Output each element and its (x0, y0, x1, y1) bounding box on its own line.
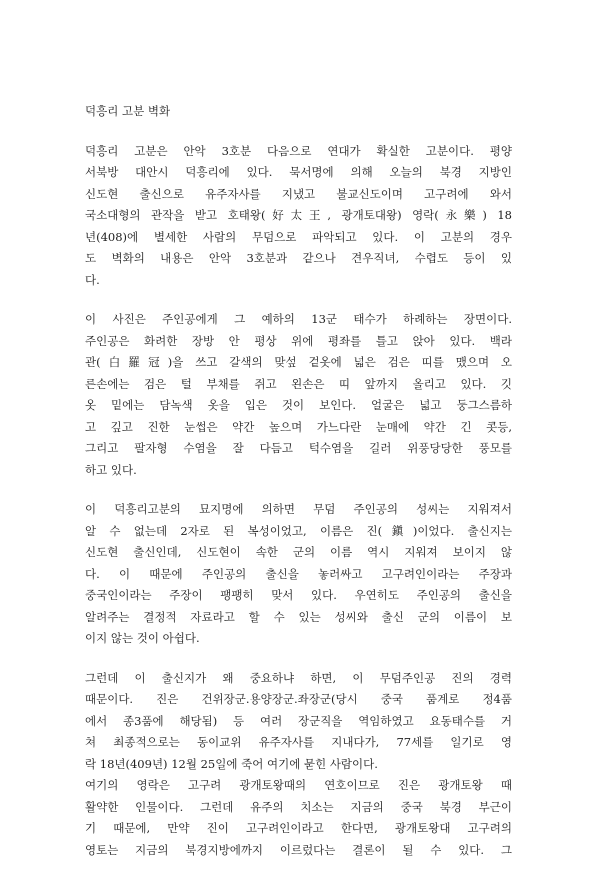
text-line: 이 덕흥리고분의 묘지명에 의하면 무덤 주인공의 성씨는 지워져서 (85, 502, 512, 516)
text-line: 덕흥리 고분은 안악 3호분 다음으로 연대가 확실한 고분이다. 평양 (85, 143, 512, 158)
text-line: 이 사진은 주인공에게 그 예하의 13군 태수가 하례하는 장면이다. (85, 312, 512, 326)
text-line: 른손에는 검은 털 부채를 쥐고 왼손은 띠 앞까지 올리고 있다. 깃 (85, 376, 512, 391)
text-line: 관(白羅冠)을 쓰고 갈색의 맞섶 겉옷에 넓은 검은 띠를 맸으며 오 (85, 355, 512, 369)
text-line: 서북방 대안시 덕흥리에 있다. 묵서명에 의해 오늘의 북경 지방인 (85, 165, 512, 179)
paragraph-5 (85, 775, 512, 861)
text-line: 국소대형의 관작을 받고 호태왕(好太王, 광개토대왕) 영락(永樂) 18 (85, 208, 512, 222)
text-line: 주인공은 화려한 장방 안 평상 위에 평좌를 틀고 앉아 있다. 백라 (85, 333, 512, 348)
text-line: 옷 밑에는 담녹색 옷을 입은 것이 보인다. 얼굴은 넓고 둥그스름하 (85, 398, 512, 412)
text-line: 신도현 출신으로 유주자사를 지냈고 불교신도이며 고구려에 와서 (85, 186, 512, 201)
text-line: 다. (85, 272, 100, 287)
text-line: 여기의 영락은 고구려 광개토왕때의 연호이므로 진은 광개토왕 때 (85, 778, 512, 792)
document-body (85, 101, 512, 879)
text-line: 기 때문에, 만약 진이 고구려인이라고 한다면, 광개토왕대 고구려의 (85, 821, 512, 835)
text-line: 하고 있다. (85, 462, 137, 477)
text-line: 알려주는 결정적 자료라고 할 수 있는 성씨와 출신 군의 이름이 보 (85, 609, 512, 624)
text-line: 다. 이 때문에 주인공의 출신을 놓러싸고 고구려인이라는 주장과 (85, 566, 512, 581)
text-line: 이지 않는 것이 아쉽다. (85, 631, 200, 645)
text-line: 알 수 없는데 2자로 된 복성이었고, 이름은 진(鎭)이었다. 출신지는 (85, 523, 512, 538)
text-line: 락 18년(409년) 12월 25일에 죽어 여기에 묻힌 사람이다. (85, 756, 378, 771)
text-line: 영토는 지금의 북경지방에까지 이르렀다는 결론이 될 수 있다. 그 (85, 842, 512, 857)
text-line: 쳐 최종적으로는 동이교위 유주자사를 지내다가, 77세를 일기로 영 (85, 735, 512, 749)
text-line: 중국인이라는 주장이 팽팽히 맞서 있다. 우연히도 주인공의 출신을 (85, 588, 512, 602)
text-line: 년(408)에 별세한 사람의 무덤으로 파악되고 있다. 이 고분의 경우 (85, 229, 512, 244)
paragraph-2 (85, 309, 512, 481)
text-line: 그리고 팔자형 수염을 잘 다듬고 턱수염을 길러 위풍당당한 풍모를 (85, 441, 512, 455)
paragraph-1 (85, 141, 512, 292)
text-line: 활약한 인물이다. 그런데 유주의 치소는 지금의 중국 북경 부근이 (85, 799, 512, 814)
text-line: 도 벽화의 내용은 안악 3호분과 같으나 견우직녀, 수렵도 등이 있 (85, 251, 512, 265)
text-line: 그런데 이 출신지가 왜 중요하냐 하면, 이 무덤주인공 진의 경력 (85, 670, 512, 685)
text-line: 고 깊고 진한 눈썹은 약간 높으며 가느다란 눈매에 약간 긴 콧등, (85, 419, 512, 434)
paragraph-4 (85, 668, 512, 776)
text-line: 에서 종3품에 해당됨) 등 여러 장군직을 역임하였고 요동태수를 거 (85, 713, 512, 728)
text-line: 때문이다. 진은 건위장군.용양장군.좌장군(당시 중국 품계로 정4품 (85, 692, 512, 706)
document-title: 덕흥리 고분 벽화 (85, 104, 171, 118)
text-line: 신도현 출신인데, 신도현이 속한 군의 이름 역시 지워져 보이지 않 (85, 545, 512, 559)
paragraph-3 (85, 499, 512, 650)
